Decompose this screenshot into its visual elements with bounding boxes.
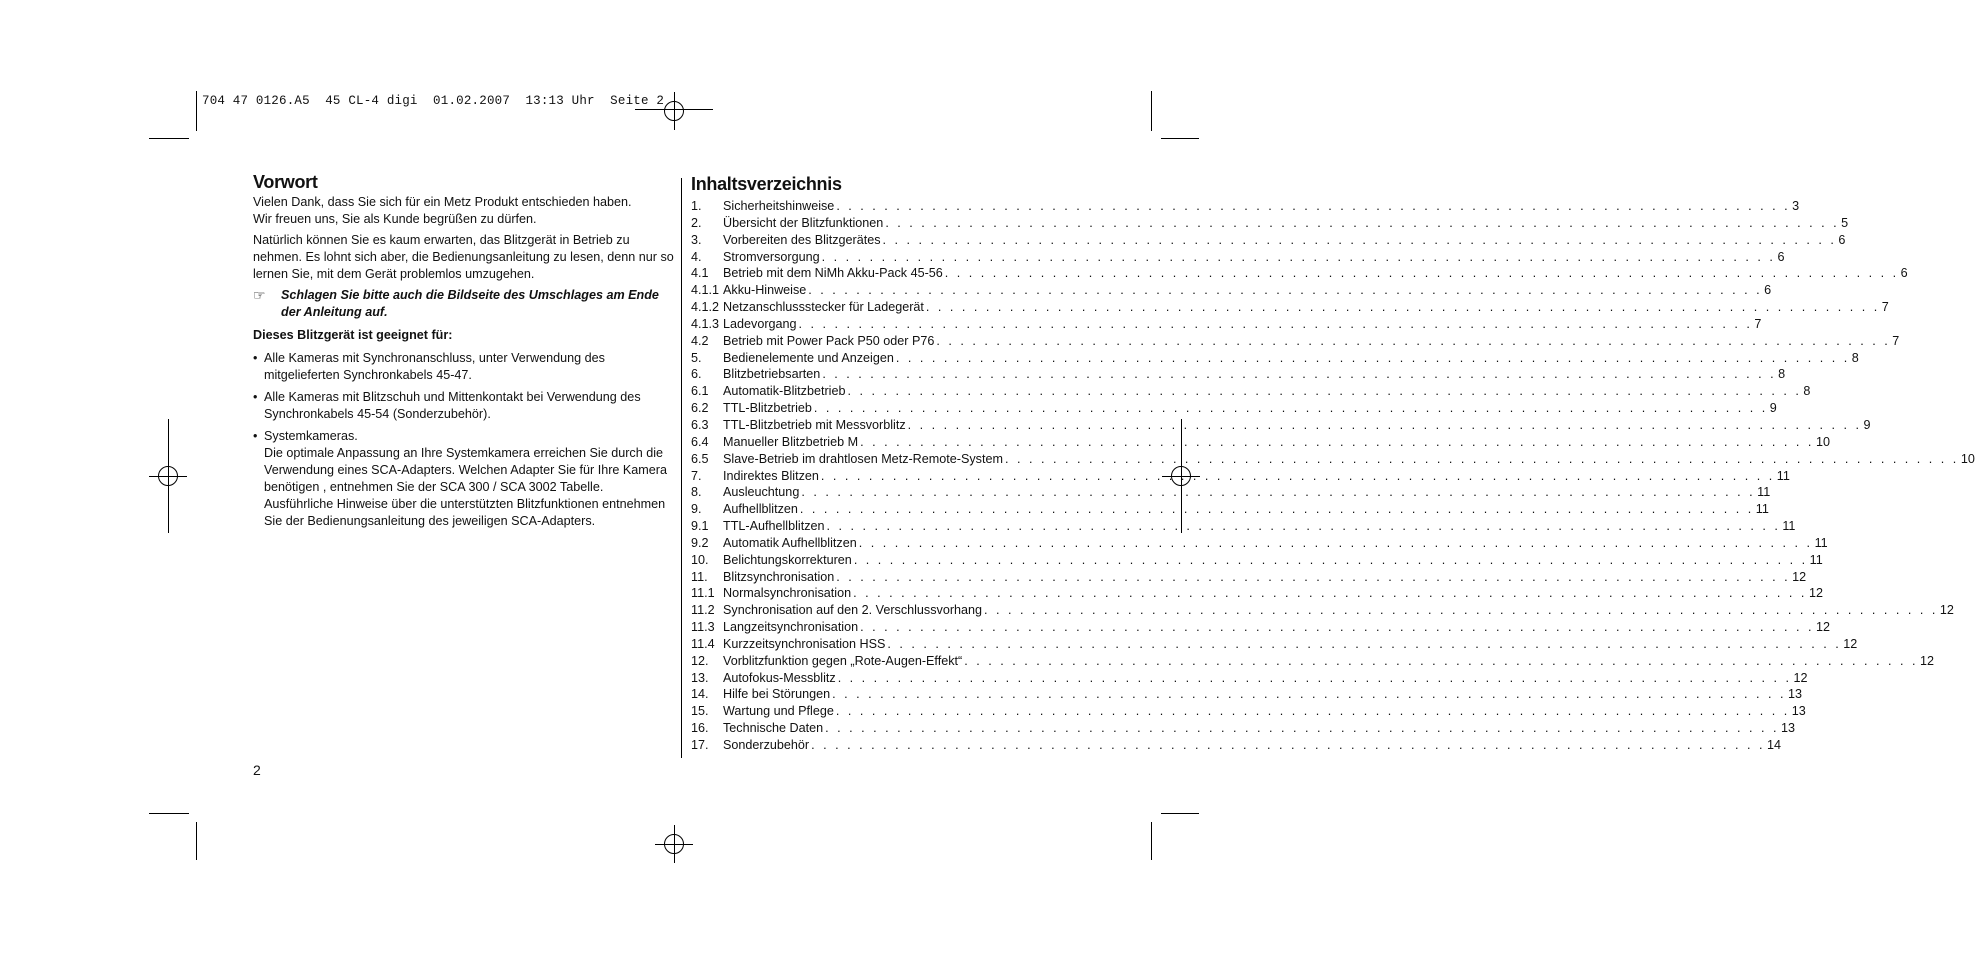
toc-column	[691, 174, 1975, 754]
toc-entry-title: TTL-Blitzbetrieb mit Messvorblitz	[723, 417, 906, 432]
toc-entry-title: Normalsynchronisation	[723, 586, 852, 601]
toc-entry	[691, 468, 1790, 485]
toc-entry-number: 6.3	[691, 417, 709, 432]
toc-entry-page: 6	[1900, 266, 1908, 281]
toc-entry	[691, 451, 1975, 468]
toc-leader-dots: . . . . . . . . . . . . . . . . . . . . . . . . . . . . . . . . . . . . . . . . . . . . . . . . . . . . . . . . . . . . . . . . . . . . . . . . . . . . . . . .	[836, 569, 1791, 584]
toc-leader-dots: . . . . . . . . . . . . . . . . . . . . . . . . . . . . . . . . . . . . . . . . . . . . . . . . . . . . . . . . . . . . . . . . . . . . . . . . . . . . . . . .	[832, 687, 1786, 702]
toc-entry-title: Sicherheitshinweise	[723, 199, 835, 213]
toc-entry-page: 13	[1780, 721, 1795, 736]
toc-entry	[691, 350, 1859, 367]
toc-entry-number: 4.1.2	[691, 300, 720, 315]
crop-mark-bottom-left-v	[196, 822, 197, 860]
toc-entry-page: 3	[1792, 199, 1800, 213]
toc-entry-title: Vorbereiten des Blitzgerätes	[723, 232, 881, 247]
toc-leader-dots: . . . . . . . . . . . . . . . . . . . . . . . . . . . . . . . . . . . . . . . . . . . . . . . . . . . . . . . . . . . . . . . . . . . . . . . . . . . . . . . .	[964, 653, 1919, 668]
toc-entry-page: 13	[1791, 704, 1806, 719]
toc-leader-dots: . . . . . . . . . . . . . . . . . . . . . . . . . . . . . . . . . . . . . . . . . . . . . . . . . . . . . . . . . . . . . . . . . . . . . . . . . . . . . . . .	[825, 721, 1779, 736]
toc-entry-page: 10	[1960, 451, 1975, 466]
toc-entry-title: Betrieb mit dem NiMh Akku-Pack 45-56	[723, 266, 943, 281]
toc-entry-title: Synchronisation auf den 2. Verschlussvorhang	[723, 603, 983, 618]
toc-entry-number: 13.	[691, 670, 709, 685]
intro-line-1: Vielen Dank, dass Sie sich für ein Metz Produkt entschieden haben.	[253, 195, 632, 209]
toc-entry-number: 3.	[691, 232, 702, 247]
toc-entry-number: 11.1	[691, 586, 715, 601]
toc-entry	[691, 333, 1900, 350]
toc-leader-dots: . . . . . . . . . . . . . . . . . . . . . . . . . . . . . . . . . . . . . . . . . . . . . . . . . . . . . . . . . . . . . . . . . . . . . . . . . . . . . . . .	[860, 620, 1814, 635]
toc-entry-number: 11.4	[691, 636, 715, 651]
toc-leader-dots: . . . . . . . . . . . . . . . . . . . . . . . . . . . . . . . . . . . . . . . . . . . . . . . . . . . . . . . . . . . . . . . . . . . . . . . . . . . . . . . .	[885, 215, 1840, 230]
toc-entry-title: Bedienelemente und Anzeigen	[723, 350, 894, 365]
toc-entry-number: 10.	[691, 552, 709, 567]
bullet-icon: •	[253, 429, 258, 443]
toc-entry-number: 6.1	[691, 384, 709, 399]
crop-mark-top-left-h	[149, 138, 189, 139]
toc-entry-title: Automatik-Blitzbetrieb	[723, 384, 846, 399]
toc-entry	[691, 636, 1858, 653]
toc-entry-page: 8	[1851, 350, 1859, 365]
toc-entry-title: Ladevorgang	[723, 316, 797, 331]
toc-leader-dots: . . . . . . . . . . . . . . . . . . . . . . . . . . . . . . . . . . . . . . . . . . . . . . . . . . . . . . . . . . . . . . . . . . . . . . . . . . . . . . . .	[801, 485, 1756, 500]
toc-entry	[691, 400, 1777, 417]
toc-entry-page: 12	[1808, 586, 1823, 601]
list-item	[253, 389, 675, 423]
toc-entry-page: 9	[1769, 401, 1777, 416]
toc-entry	[691, 552, 1823, 569]
registration-target-bottom-icon	[655, 825, 693, 863]
toc-entry-number: 4.1	[691, 266, 709, 281]
toc-entry-title: Netzanschlussstecker für Ladegerät	[723, 300, 924, 315]
toc-entry-page: 11	[1782, 519, 1796, 534]
toc-entry-title: Blitzbetriebsarten	[723, 367, 821, 382]
toc-entry-page: 12	[1939, 603, 1954, 618]
toc-entry-number: 9.1	[691, 519, 709, 534]
toc-entry-title: Betrieb mit Power Pack P50 oder P76	[723, 333, 935, 348]
toc-entry	[691, 602, 1954, 619]
list-item-text: Systemkameras. Die optimale Anpassung an Ihre Systemkamera erreichen Sie durch die Verwendung eines SCA-Adapters. Welchen Adapter Sie für Ihre Kamera benötigen , entnehmen Sie der SCA 300 / SCA 3002 Tabelle. Ausführliche Hinweise über die unterstützten Blitzfunktionen entnehmen Sie der Bedienungsanleitung des jeweiligen SCA-Adapters.	[264, 429, 667, 528]
page-number: 2	[253, 762, 261, 778]
toc-entry-number: 4.1.1	[691, 283, 720, 298]
toc-entry	[691, 316, 1762, 333]
toc-entry-title: Akku-Hinweise	[723, 283, 807, 298]
toc-entry	[691, 720, 1795, 737]
toc-entry-title: Ausleuchtung	[723, 485, 800, 500]
toc-entry-page: 12	[1793, 670, 1808, 685]
toc-entry-page: 8	[1803, 384, 1811, 399]
toc-entry-page: 10	[1815, 434, 1830, 449]
toc-entry	[691, 366, 1786, 383]
toc-entry-number: 7.	[691, 468, 702, 483]
toc-entry	[691, 417, 1871, 434]
toc-entry	[691, 299, 1889, 316]
toc-entry-number: 5.	[691, 350, 702, 365]
toc-entry-number: 17.	[691, 738, 709, 752]
toc-entry-number: 2.	[691, 215, 702, 230]
toc-leader-dots: . . . . . . . . . . . . . . . . . . . . . . . . . . . . . . . . . . . . . . . . . . . . . . . . . . . . . . . . . . . . . . . . . . . . . . . . . . . . . . . .	[936, 333, 1891, 348]
toc-entry-number: 6.	[691, 367, 702, 382]
toc-entry	[691, 737, 1781, 754]
toc-entry-page: 12	[1815, 620, 1830, 635]
toc-entry-page: 7	[1881, 300, 1889, 315]
toc-entry-number: 1.	[691, 199, 702, 213]
toc-entry-page: 11	[1757, 485, 1771, 500]
printer-slug: 704 47 0126.A5 45 CL-4 digi 01.02.2007 13:13 Uhr Seite 2	[202, 94, 665, 108]
toc-entry-number: 14.	[691, 687, 709, 702]
toc-leader-dots: . . . . . . . . . . . . . . . . . . . . . . . . . . . . . . . . . . . . . . . . . . . . . . . . . . . . . . . . . . . . . . . . . . . . . . . . . . . . . . . .	[811, 738, 1765, 752]
toc-entry-title: Aufhellblitzen	[723, 502, 798, 517]
toc-entry-title: Stromversorgung	[723, 249, 820, 264]
toc-entry	[691, 232, 1846, 249]
toc-entry	[691, 383, 1811, 400]
toc-entry-title: Slave-Betrieb im drahtlosen Metz-Remote-System	[723, 451, 1003, 466]
toc-leader-dots: . . . . . . . . . . . . . . . . . . . . . . . . . . . . . . . . . . . . . . . . . . . . . . . . . . . . . . . . . . . . . . . . . . . . . . . . . . . . . . . .	[847, 384, 1802, 399]
toc-entry-title: Technische Daten	[723, 721, 824, 736]
list-item	[253, 350, 675, 384]
crop-mark-top-right-h	[1161, 138, 1199, 139]
foreword-intro	[253, 194, 675, 228]
toc-entry	[691, 569, 1807, 586]
toc-leader-dots: . . . . . . . . . . . . . . . . . . . . . . . . . . . . . . . . . . . . . . . . . . . . . . . . . . . . . . . . . . . . . . . . . . . . . . . . . . . . . . . .	[1004, 451, 1959, 466]
intro-line-2: Wir freuen uns, Sie als Kunde begrüßen zu dürfen.	[253, 212, 537, 226]
toc-leader-dots: . . . . . . . . . . . . . . . . . . . . . . . . . . . . . . . . . . . . . . . . . . . . . . . . . . . . . . . . . . . . . . . . . . . . . . . . . . . . . . . .	[860, 434, 1814, 449]
toc-leader-dots: . . . . . . . . . . . . . . . . . . . . . . . . . . . . . . . . . . . . . . . . . . . . . . . . . . . . . . . . . . . . . . . . . . . . . . . . . . . . . . . .	[907, 417, 1862, 432]
toc-leader-dots: . . . . . . . . . . . . . . . . . . . . . . . . . . . . . . . . . . . . . . . . . . . . . . . . . . . . . . . . . . . . . . . . . . . . . . . . . . . . . . . .	[813, 401, 1768, 416]
toc-entry-number: 16.	[691, 721, 709, 736]
toc-entry-number: 4.	[691, 249, 702, 264]
toc-entry	[691, 518, 1796, 535]
toc-entry-number: 11.	[691, 569, 708, 584]
toc-leader-dots: . . . . . . . . . . . . . . . . . . . . . . . . . . . . . . . . . . . . . . . . . . . . . . . . . . . . . . . . . . . . . . . . . . . . . . . . . . . . . . . .	[887, 636, 1842, 651]
toc-entry-number: 8.	[691, 485, 702, 500]
toc-entry	[691, 585, 1823, 602]
toc-entry-number: 4.1.3	[691, 316, 720, 331]
foreword-column	[253, 174, 675, 535]
crop-mark-top-right-v	[1151, 91, 1152, 131]
toc-entry-page: 6	[1777, 249, 1785, 264]
toc-entry-title: Langzeitsynchronisation	[723, 620, 859, 635]
toc-entry-title: Manueller Blitzbetrieb M	[723, 434, 859, 449]
bullet-icon: •	[253, 390, 258, 404]
toc-entry-page: 6	[1838, 232, 1846, 247]
toc-entry-title: Automatik Aufhellblitzen	[723, 535, 857, 550]
toc-entry-page: 14	[1766, 738, 1781, 752]
toc-entry	[691, 703, 1806, 720]
crop-mark-bottom-right-v	[1151, 822, 1152, 860]
toc-entry-page: 11	[1755, 502, 1769, 517]
registration-target-top-icon	[655, 92, 693, 130]
toc-leader-dots: . . . . . . . . . . . . . . . . . . . . . . . . . . . . . . . . . . . . . . . . . . . . . . . . . . . . . . . . . . . . . . . . . . . . . . . . . . . . . . . .	[837, 670, 1792, 685]
toc-entry-number: 11.3	[691, 620, 715, 635]
toc-entry-title: Sonderzubehör	[723, 738, 810, 752]
toc-leader-dots: . . . . . . . . . . . . . . . . . . . . . . . . . . . . . . . . . . . . . . . . . . . . . . . . . . . . . . . . . . . . . . . . . . . . . . . . . . . . . . . .	[799, 502, 1754, 517]
toc-entry	[691, 670, 1808, 687]
toc-entry-number: 9.	[691, 502, 702, 517]
toc-entry-page: 12	[1920, 653, 1935, 668]
toc-leader-dots: . . . . . . . . . . . . . . . . . . . . . . . . . . . . . . . . . . . . . . . . . . . . . . . . . . . . . . . . . . . . . . . . . . . . . . . . . . . . . . . .	[820, 468, 1775, 483]
toc-leader-dots: . . . . . . . . . . . . . . . . . . . . . . . . . . . . . . . . . . . . . . . . . . . . . . . . . . . . . . . . . . . . . . . . . . . . . . . . . . . . . . . .	[798, 316, 1753, 331]
crop-mark-bottom-left-h	[149, 813, 189, 814]
toc-entry	[691, 501, 1769, 518]
toc-entry-number: 4.2	[691, 333, 709, 348]
toc-entry	[691, 215, 1849, 232]
note	[253, 287, 675, 321]
toc-leader-dots: . . . . . . . . . . . . . . . . . . . . . . . . . . . . . . . . . . . . . . . . . . . . . . . . . . . . . . . . . . . . . . . . . . . . . . . . . . . . . . . .	[808, 283, 1763, 298]
toc-entry	[691, 619, 1830, 636]
toc-entry-number: 6.5	[691, 451, 709, 466]
toc-entry-page: 12	[1792, 569, 1807, 584]
toc-entry-page: 7	[1754, 316, 1762, 331]
toc-leader-dots: . . . . . . . . . . . . . . . . . . . . . . . . . . . . . . . . . . . . . . . . . . . . . . . . . . . . . . . . . . . . . . . . . . . . . . . . . . . . . . . .	[858, 535, 1813, 550]
toc-entry	[691, 535, 1828, 552]
crop-mark-bottom-right-h	[1161, 813, 1199, 814]
toc-leader-dots: . . . . . . . . . . . . . . . . . . . . . . . . . . . . . . . . . . . . . . . . . . . . . . . . . . . . . . . . . . . . . . . . . . . . . . . . . . . . . . . .	[925, 300, 1880, 315]
note-text: Schlagen Sie bitte auch die Bildseite des Umschlages am Ende der Anleitung auf.	[281, 288, 659, 319]
toc-list	[691, 198, 1975, 754]
toc-entry	[691, 484, 1771, 501]
toc-entry-number: 15.	[691, 704, 709, 719]
toc-entry-title: Autofokus-Messblitz	[723, 670, 836, 685]
toc-entry-page: 5	[1841, 215, 1849, 230]
toc-entry-page: 11	[1814, 535, 1828, 550]
toc-entry-title: Blitzsynchronisation	[723, 569, 835, 584]
toc-entry-title: Belichtungskorrekturen	[723, 552, 852, 567]
toc-entry-title: Kurzzeitsynchronisation HSS	[723, 636, 886, 651]
foreword-title: Vorwort	[253, 172, 318, 192]
list-item	[253, 428, 675, 530]
toc-leader-dots: . . . . . . . . . . . . . . . . . . . . . . . . . . . . . . . . . . . . . . . . . . . . . . . . . . . . . . . . . . . . . . . . . . . . . . . . . . . . . . . .	[984, 603, 1938, 618]
toc-entry-number: 6.4	[691, 434, 709, 449]
toc-entry-page: 11	[1809, 552, 1823, 567]
toc-leader-dots: . . . . . . . . . . . . . . . . . . . . . . . . . . . . . . . . . . . . . . . . . . . . . . . . . . . . . . . . . . . . . . . . . . . . . . . . . . . . . . . .	[836, 199, 1791, 213]
toc-entry-number: 12.	[691, 653, 709, 668]
suitable-heading: Dieses Blitzgerät ist geeignet für:	[253, 328, 453, 342]
toc-title: Inhaltsverzeichnis	[691, 174, 842, 194]
crop-mark-top-left-v	[196, 91, 197, 131]
toc-entry	[691, 198, 1800, 215]
toc-leader-dots: . . . . . . . . . . . . . . . . . . . . . . . . . . . . . . . . . . . . . . . . . . . . . . . . . . . . . . . . . . . . . . . . . . . . . . . . . . . . . . . .	[821, 249, 1776, 264]
toc-entry-page: 8	[1778, 367, 1786, 382]
toc-entry-page: 11	[1776, 468, 1790, 483]
toc-entry	[691, 434, 1830, 451]
list-item-text: Alle Kameras mit Blitzschuh und Mittenkontakt bei Verwendung des Synchronkabels 45-54 (Sonderzubehör).	[264, 390, 641, 421]
toc-entry-title: Vorblitzfunktion gegen „Rote-Augen-Effekt“	[723, 653, 963, 668]
toc-leader-dots: . . . . . . . . . . . . . . . . . . . . . . . . . . . . . . . . . . . . . . . . . . . . . . . . . . . . . . . . . . . . . . . . . . . . . . . . . . . . . . . .	[835, 704, 1790, 719]
toc-entry-page: 13	[1787, 687, 1802, 702]
toc-entry-page: 9	[1863, 417, 1871, 432]
toc-entry-number: 11.2	[691, 603, 715, 618]
toc-leader-dots: . . . . . . . . . . . . . . . . . . . . . . . . . . . . . . . . . . . . . . . . . . . . . . . . . . . . . . . . . . . . . . . . . . . . . . . . . . . . . . . .	[895, 350, 1850, 365]
toc-entry-title: Hilfe bei Störungen	[723, 687, 831, 702]
list-item-text: Alle Kameras mit Synchronanschluss, unter Verwendung des mitgelieferten Synchronkabels 45-47.	[264, 351, 605, 382]
toc-entry-title: Indirektes Blitzen	[723, 468, 819, 483]
toc-entry-title: Übersicht der Blitzfunktionen	[723, 215, 884, 230]
toc-entry-number: 9.2	[691, 535, 709, 550]
toc-entry-title: Wartung und Pflege	[723, 704, 834, 719]
toc-entry-page: 6	[1764, 283, 1772, 298]
toc-entry	[691, 686, 1802, 703]
foreword-paragraph: Natürlich können Sie es kaum erwarten, das Blitzgerät in Betrieb zu nehmen. Es lohnt sich aber, die Bedienungsanleitung zu lesen, denn nur so lernen Sie, mit dem Gerät problemlos umzugehen.	[253, 233, 674, 281]
toc-leader-dots: . . . . . . . . . . . . . . . . . . . . . . . . . . . . . . . . . . . . . . . . . . . . . . . . . . . . . . . . . . . . . . . . . . . . . . . . . . . . . . . .	[882, 232, 1837, 247]
toc-entry-page: 12	[1843, 636, 1858, 651]
toc-entry-number: 6.2	[691, 401, 709, 416]
toc-leader-dots: . . . . . . . . . . . . . . . . . . . . . . . . . . . . . . . . . . . . . . . . . . . . . . . . . . . . . . . . . . . . . . . . . . . . . . . . . . . . . . . .	[822, 367, 1777, 382]
toc-entry	[691, 249, 1785, 266]
toc-entry-page: 7	[1892, 333, 1900, 348]
toc-leader-dots: . . . . . . . . . . . . . . . . . . . . . . . . . . . . . . . . . . . . . . . . . . . . . . . . . . . . . . . . . . . . . . . . . . . . . . . . . . . . . . . .	[853, 552, 1808, 567]
toc-leader-dots: . . . . . . . . . . . . . . . . . . . . . . . . . . . . . . . . . . . . . . . . . . . . . . . . . . . . . . . . . . . . . . . . . . . . . . . . . . . . . . . .	[853, 586, 1807, 601]
pointing-hand-icon: ☞	[253, 287, 266, 303]
toc-leader-dots: . . . . . . . . . . . . . . . . . . . . . . . . . . . . . . . . . . . . . . . . . . . . . . . . . . . . . . . . . . . . . . . . . . . . . . . . . . . . . . . .	[944, 266, 1899, 281]
toc-entry	[691, 282, 1772, 299]
toc-entry	[691, 653, 1935, 670]
bullet-icon: •	[253, 351, 258, 365]
registration-target-left-icon	[149, 457, 187, 495]
toc-entry-title: TTL-Blitzbetrieb	[723, 401, 812, 416]
column-divider	[681, 178, 682, 758]
toc-entry	[691, 265, 1908, 282]
toc-entry-title: TTL-Aufhellblitzen	[723, 519, 825, 534]
toc-leader-dots: . . . . . . . . . . . . . . . . . . . . . . . . . . . . . . . . . . . . . . . . . . . . . . . . . . . . . . . . . . . . . . . . . . . . . . . . . . . . . . . .	[826, 519, 1781, 534]
